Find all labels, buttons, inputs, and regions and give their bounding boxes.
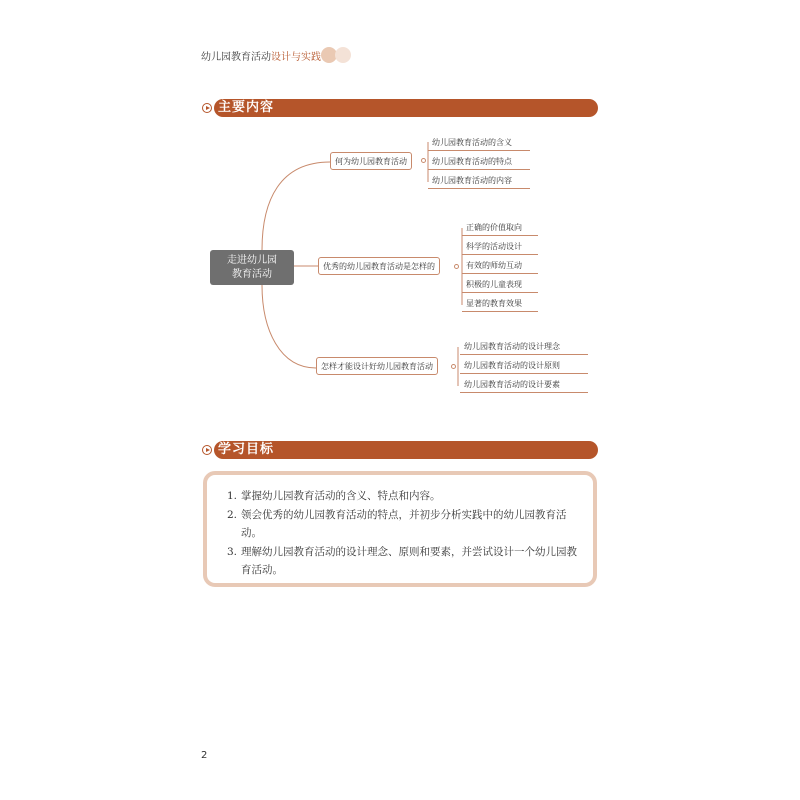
page-number: 2: [201, 750, 208, 761]
mindmap-branch-3: 怎样才能设计好幼儿园教育活动: [316, 357, 438, 375]
goal-number: 3.: [227, 545, 238, 558]
header-book-title-accent: 设计与实践: [271, 51, 321, 63]
mindmap-leaf: 幼儿园教育活动的设计理念: [460, 338, 588, 355]
root-line1: 走进幼儿园: [227, 254, 277, 266]
mindmap-leaf: 积极的儿童表现: [462, 276, 538, 293]
branch-connector-knot: [451, 364, 456, 369]
section-title: 学习目标: [218, 442, 275, 457]
branch-connector-knot: [454, 264, 459, 269]
branch-connector-knot: [421, 158, 426, 163]
header-book-title: 幼儿园教育活动: [201, 51, 271, 63]
mindmap-leaf: 幼儿园教育活动的内容: [428, 172, 530, 189]
mindmap-leaf: 正确的价值取向: [462, 219, 538, 236]
goal-text: 领会优秀的幼儿园教育活动的特点，并初步分析实践中的幼儿园教育活动。: [241, 508, 567, 539]
mindmap-branch-2: 优秀的幼儿园教育活动是怎样的: [318, 257, 440, 275]
goal-text: 掌握幼儿园教育活动的含义、特点和内容。: [241, 490, 441, 502]
root-line2: 教育活动: [232, 268, 272, 280]
goal-item: [227, 487, 579, 506]
learning-goals-box: [203, 471, 597, 587]
mindmap-branch-1: 何为幼儿园教育活动: [330, 152, 412, 170]
mindmap-leaf: 科学的活动设计: [462, 238, 538, 255]
mindmap-leaf: 幼儿园教育活动的含义: [428, 134, 530, 151]
mindmap-leaf: 幼儿园教育活动的特点: [428, 153, 530, 170]
play-arrow-icon: [202, 445, 212, 455]
mindmap-root: [210, 250, 294, 285]
goal-number: 2.: [227, 508, 238, 521]
mindmap-leaf: 有效的师幼互动: [462, 257, 538, 274]
section-header-learning-goals: [202, 441, 598, 459]
goal-item: [227, 543, 579, 580]
mindmap-leaf: 幼儿园教育活动的设计要素: [460, 376, 588, 393]
section-title: 主要内容: [218, 100, 275, 115]
goal-number: 1.: [227, 490, 238, 502]
goal-item: [227, 506, 579, 543]
goal-text: 理解幼儿园教育活动的设计理念、原则和要素，并尝试设计一个幼儿园教育活动。: [241, 545, 577, 576]
mindmap-leaf: 显著的教育效果: [462, 295, 538, 312]
mindmap-leaf: 幼儿园教育活动的设计原则: [460, 357, 588, 374]
